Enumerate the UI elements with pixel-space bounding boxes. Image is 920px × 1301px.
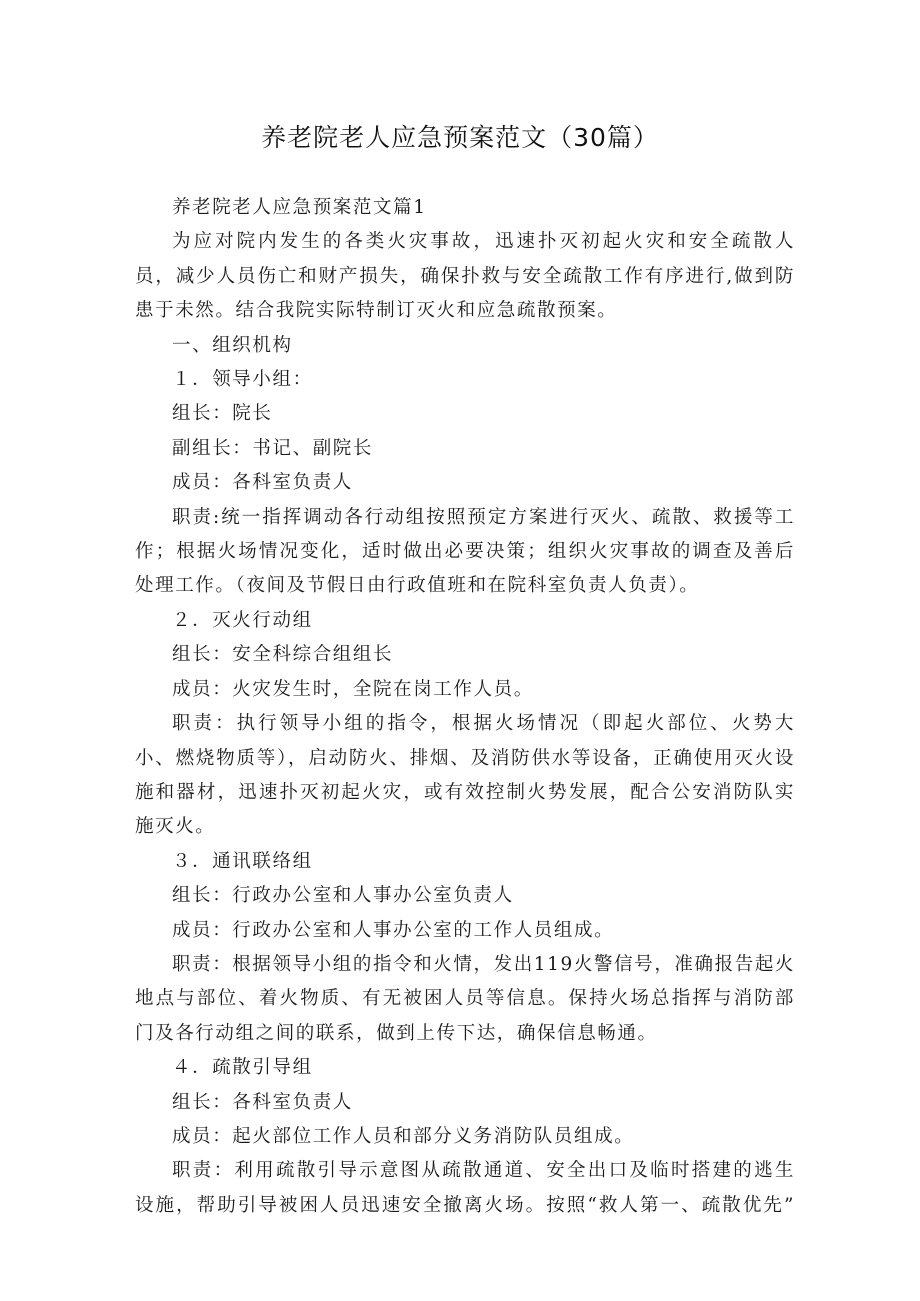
duties-paragraph: 职责：利用疏散引导示意图从疏散通道、安全出口及临时搭建的逃生设施，帮助引导被困人员迅速安全撤离火场。按照“救人第一、疏散优先”: [135, 1160, 795, 1216]
subsection-heading: ３．通讯联络组: [172, 850, 313, 872]
section-heading: 养老院老人应急预案范文篇1: [172, 197, 427, 218]
duties-paragraph: 职责：执行领导小组的指令，根据火场情况（即起火部位、火势大小、燃烧物质等），启动防火、排烟、及消防供水等设备，正确使用灭火设施和器材，迅速扑灭初起火灾，或有效控制火势发展，配合公安消防队实施灭火。: [135, 713, 795, 838]
members-line: 成员：起火部位工作人员和部分义务消防队员组成。: [172, 1125, 635, 1147]
leader-line: 组长：院长: [172, 403, 273, 425]
members-line: 成员：火灾发生时，全院在岗工作人员。: [172, 678, 534, 700]
members-line: 成员：行政办公室和人事办公室的工作人员组成。: [172, 919, 615, 941]
members-line: 成员：各科室负责人: [172, 472, 353, 494]
subsection-heading: ２．灭火行动组: [172, 609, 313, 631]
deputy-leader-line: 副组长：书记、副院长: [172, 437, 374, 459]
document-title: 养老院老人应急预案范文（30篇）: [261, 123, 659, 152]
document-body: [135, 191, 795, 1223]
leader-line: 组长：各科室负责人: [172, 1091, 353, 1113]
leader-line: 组长：行政办公室和人事办公室负责人: [172, 885, 514, 907]
leader-line: 组长：安全科综合组组长: [172, 644, 394, 666]
subsection-heading: ４．疏散引导组: [172, 1057, 313, 1079]
duties-paragraph: 职责：根据领导小组的指令和火情，发出119火警信号，准确报告起火地点与部位、着火物质、有无被困人员等信息。保持火场总指挥与消防部门及各行动组之间的联系，做到上传下达，确保信息畅通。: [135, 953, 796, 1044]
intro-paragraph: 为应对院内发生的各类火灾事故，迅速扑灭初起火灾和安全疏散人员，减少人员伤亡和财产损失，确保扑救与安全疏散工作有序进行,做到防患于未然。结合我院实际特制订灭火和应急疏散预案。: [135, 231, 795, 322]
chapter-heading: 一、组织机构: [172, 334, 293, 356]
duties-paragraph: 职责:统一指挥调动各行动组按照预定方案进行灭火、疏散、救援等工作；根据火场情况变化，适时做出必要决策；组织火灾事故的调查及善后处理工作。（夜间及节假日由行政值班和在院科室负责人负责）。: [135, 506, 795, 597]
subsection-heading: １．领导小组：: [172, 369, 313, 391]
